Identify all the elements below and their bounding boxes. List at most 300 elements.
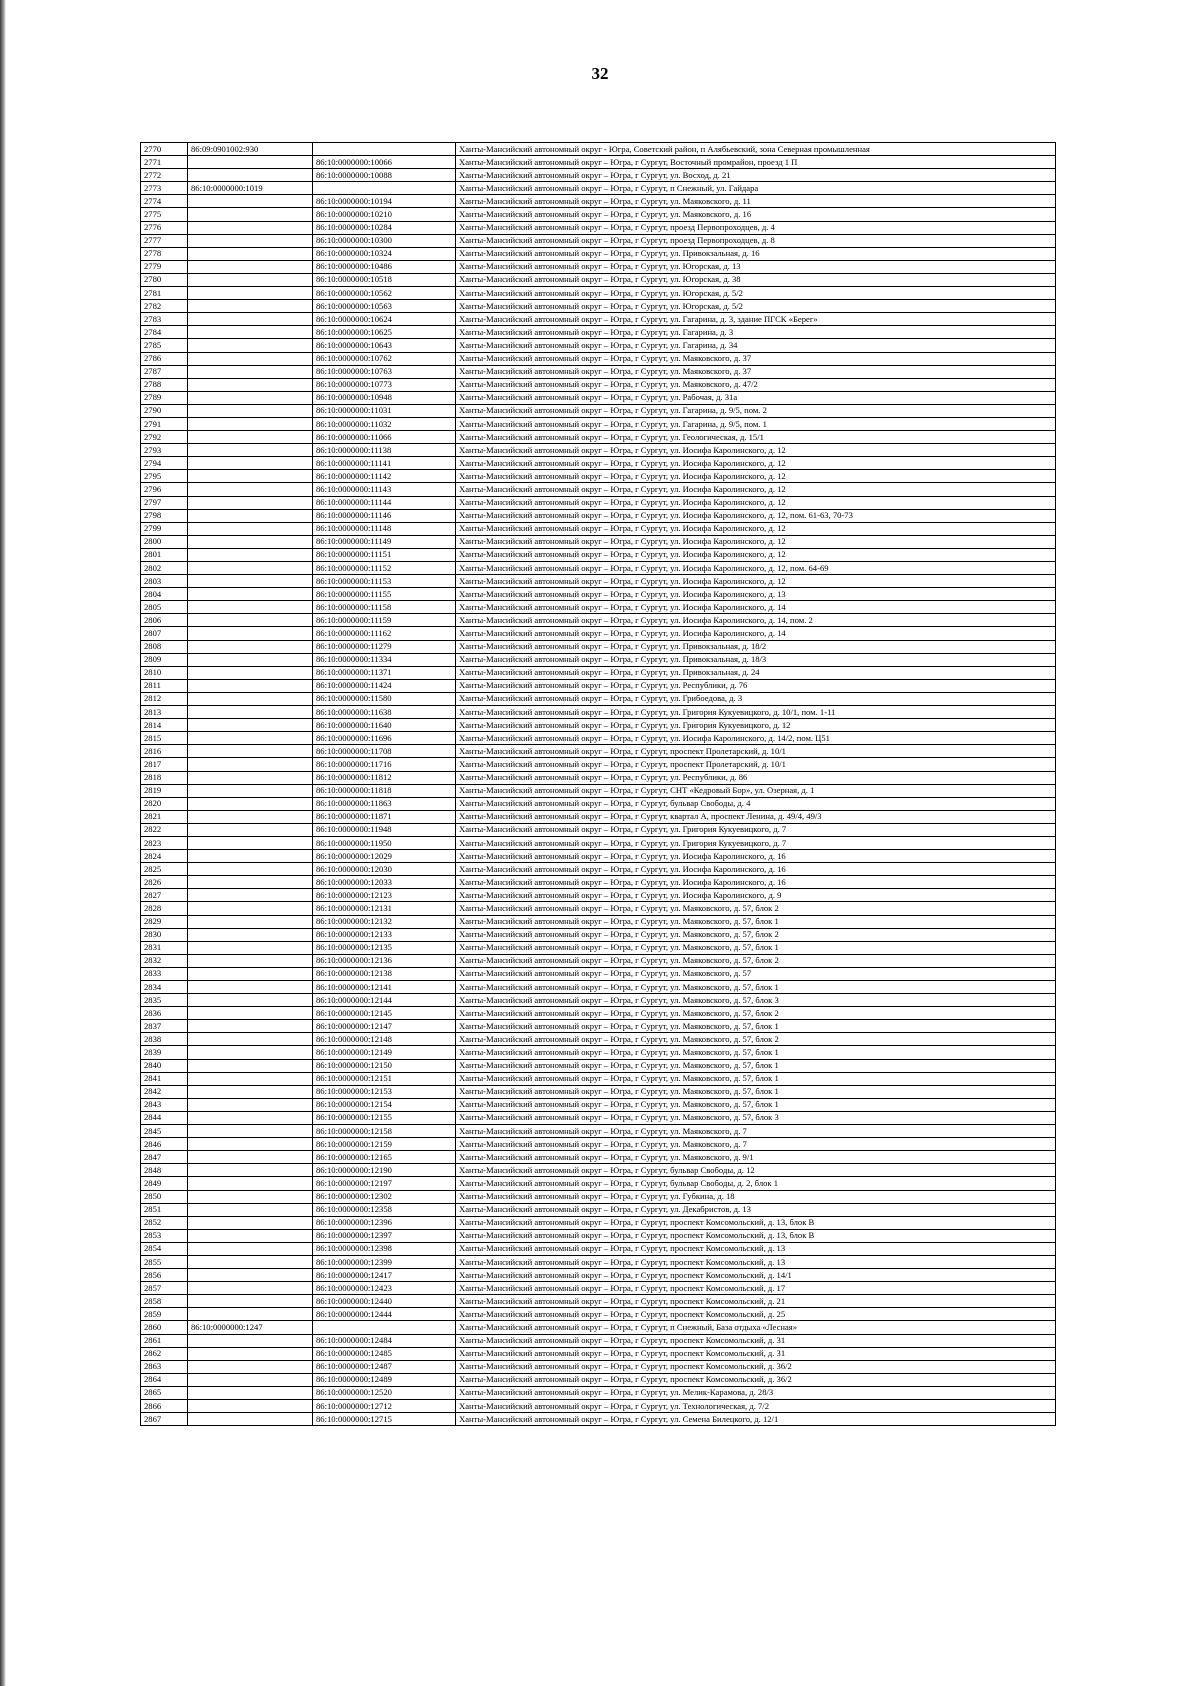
table-row — [141, 457, 1056, 470]
address-cell: Ханты-Мансийский автономный округ – Югра, г Сургут, ул. Маяковского, д. 9/1 — [456, 1151, 1056, 1164]
row-number-cell: 2849 — [141, 1177, 188, 1190]
row-number-cell: 2823 — [141, 836, 188, 849]
building-cadastral-number-cell: 86:10:0000000:10948 — [313, 391, 456, 404]
address-cell: Ханты-Мансийский автономный округ – Югра, г Сургут, ул. Югорская, д. 38 — [456, 273, 1056, 286]
building-cadastral-number-cell: 86:10:0000000:11031 — [313, 404, 456, 417]
building-cadastral-number-cell: 86:10:0000000:11279 — [313, 640, 456, 653]
land-cadastral-number-cell — [188, 954, 313, 967]
row-number-cell: 2783 — [141, 313, 188, 326]
building-cadastral-number-cell: 86:10:0000000:12440 — [313, 1295, 456, 1308]
land-cadastral-number-cell — [188, 562, 313, 575]
table-row — [141, 1360, 1056, 1373]
building-cadastral-number-cell: 86:10:0000000:11151 — [313, 548, 456, 561]
building-cadastral-number-cell: 86:10:0000000:10324 — [313, 247, 456, 260]
land-cadastral-number-cell — [188, 679, 313, 692]
address-cell: Ханты-Мансийский автономный округ – Югра, г Сургут, проспект Комсомольский, д. 13, блок В — [456, 1229, 1056, 1242]
row-number-cell: 2847 — [141, 1151, 188, 1164]
land-cadastral-number-cell — [188, 588, 313, 601]
row-number-cell: 2857 — [141, 1282, 188, 1295]
row-number-cell: 2791 — [141, 417, 188, 430]
address-cell: Ханты-Мансийский автономный округ – Югра, г Сургут, ул. Гагарина, д. 9/5, пом. 1 — [456, 417, 1056, 430]
row-number-cell: 2829 — [141, 915, 188, 928]
address-cell: Ханты-Мансийский автономный округ – Югра, г Сургут, ул. Технологическая, д. 7/2 — [456, 1400, 1056, 1413]
table-row — [141, 1386, 1056, 1399]
table-row — [141, 797, 1056, 810]
land-cadastral-number-cell — [188, 1216, 313, 1229]
land-cadastral-number-cell — [188, 1203, 313, 1216]
table-row — [141, 784, 1056, 797]
address-cell: Ханты-Мансийский автономный округ – Югра, г Сургут, ул. Декабристов, д. 13 — [456, 1203, 1056, 1216]
land-cadastral-number-cell — [188, 300, 313, 313]
address-cell: Ханты-Мансийский автономный округ – Югра, г Сургут, проезд Первопроходцев, д. 4 — [456, 221, 1056, 234]
building-cadastral-number-cell: 86:10:0000000:12145 — [313, 1007, 456, 1020]
building-cadastral-number-cell: 86:10:0000000:12399 — [313, 1255, 456, 1268]
row-number-cell: 2775 — [141, 208, 188, 221]
building-cadastral-number-cell: 86:10:0000000:12715 — [313, 1413, 456, 1426]
row-number-cell: 2809 — [141, 653, 188, 666]
row-number-cell: 2786 — [141, 352, 188, 365]
table-row — [141, 156, 1056, 169]
table-row — [141, 391, 1056, 404]
address-cell: Ханты-Мансийский автономный округ – Югра, г Сургут, ул. Иосифа Каролинского, д. 16 — [456, 876, 1056, 889]
row-number-cell: 2802 — [141, 562, 188, 575]
address-cell: Ханты-Мансийский автономный округ – Югра, г Сургут, ул. Грибоедова, д. 3 — [456, 692, 1056, 705]
land-cadastral-number-cell — [188, 575, 313, 588]
building-cadastral-number-cell: 86:10:0000000:12158 — [313, 1125, 456, 1138]
land-cadastral-number-cell: 86:09:0901002:930 — [188, 143, 313, 156]
building-cadastral-number-cell: 86:10:0000000:12396 — [313, 1216, 456, 1229]
land-cadastral-number-cell — [188, 1072, 313, 1085]
address-cell: Ханты-Мансийский автономный округ – Югра, г Сургут, ул. Семена Билецкого, д. 12/1 — [456, 1413, 1056, 1426]
address-cell: Ханты-Мансийский автономный округ – Югра, г Сургут, ул. Маяковского, д. 16 — [456, 208, 1056, 221]
building-cadastral-number-cell: 86:10:0000000:10088 — [313, 169, 456, 182]
address-cell: Ханты-Мансийский автономный округ – Югра, г Сургут, ул. Маяковского, д. 57, блок 1 — [456, 981, 1056, 994]
building-cadastral-number-cell: 86:10:0000000:12165 — [313, 1151, 456, 1164]
building-cadastral-number-cell: 86:10:0000000:11153 — [313, 575, 456, 588]
table-row — [141, 522, 1056, 535]
row-number-cell: 2782 — [141, 300, 188, 313]
row-number-cell: 2850 — [141, 1190, 188, 1203]
building-cadastral-number-cell: 86:10:0000000:11871 — [313, 810, 456, 823]
table-row — [141, 1020, 1056, 1033]
row-number-cell: 2866 — [141, 1400, 188, 1413]
address-cell: Ханты-Мансийский автономный округ – Югра, г Сургут, проспект Комсомольский, д. 25 — [456, 1308, 1056, 1321]
building-cadastral-number-cell: 86:10:0000000:10763 — [313, 365, 456, 378]
building-cadastral-number-cell: 86:10:0000000:12141 — [313, 981, 456, 994]
table-row — [141, 247, 1056, 260]
building-cadastral-number-cell: 86:10:0000000:11638 — [313, 706, 456, 719]
land-cadastral-number-cell — [188, 1282, 313, 1295]
land-cadastral-number-cell — [188, 732, 313, 745]
row-number-cell: 2817 — [141, 758, 188, 771]
table-row — [141, 732, 1056, 745]
address-cell: Ханты-Мансийский автономный округ – Югра, г Сургут, ул. Маяковского, д. 57 — [456, 967, 1056, 980]
row-number-cell: 2778 — [141, 247, 188, 260]
address-cell: Ханты-Мансийский автономный округ – Югра, г Сургут, ул. Иосифа Каролинского, д. 12 — [456, 496, 1056, 509]
address-cell: Ханты-Мансийский автономный округ – Югра, г Сургут, ул. Привокзальная, д. 24 — [456, 666, 1056, 679]
land-cadastral-number-cell — [188, 1334, 313, 1347]
building-cadastral-number-cell: 86:10:0000000:10563 — [313, 300, 456, 313]
row-number-cell: 2862 — [141, 1347, 188, 1360]
row-number-cell: 2852 — [141, 1216, 188, 1229]
building-cadastral-number-cell: 86:10:0000000:12033 — [313, 876, 456, 889]
table-row — [141, 810, 1056, 823]
address-cell: Ханты-Мансийский автономный округ – Югра, г Сургут, бульвар Свободы, д. 2, блок 1 — [456, 1177, 1056, 1190]
land-cadastral-number-cell — [188, 496, 313, 509]
building-cadastral-number-cell: 86:10:0000000:11640 — [313, 719, 456, 732]
building-cadastral-number-cell: 86:10:0000000:12144 — [313, 994, 456, 1007]
land-cadastral-number-cell: 86:10:0000000:1247 — [188, 1321, 313, 1334]
address-cell: Ханты-Мансийский автономный округ – Югра, г Сургут, п Снежный, База отдыха «Лесная» — [456, 1321, 1056, 1334]
table-row — [141, 1242, 1056, 1255]
table-row — [141, 889, 1056, 902]
row-number-cell: 2853 — [141, 1229, 188, 1242]
table-row — [141, 666, 1056, 679]
building-cadastral-number-cell: 86:10:0000000:10284 — [313, 221, 456, 234]
row-number-cell: 2851 — [141, 1203, 188, 1216]
table-row — [141, 836, 1056, 849]
land-cadastral-number-cell — [188, 1007, 313, 1020]
table-row — [141, 601, 1056, 614]
table-row — [141, 326, 1056, 339]
building-cadastral-number-cell: 86:10:0000000:11142 — [313, 470, 456, 483]
building-cadastral-number-cell: 86:10:0000000:12136 — [313, 954, 456, 967]
land-cadastral-number-cell — [188, 1386, 313, 1399]
row-number-cell: 2806 — [141, 614, 188, 627]
table-row — [141, 417, 1056, 430]
address-cell: Ханты-Мансийский автономный округ – Югра, г Сургут, ул. Маяковского, д. 57, блок 2 — [456, 1033, 1056, 1046]
land-cadastral-number-cell — [188, 810, 313, 823]
building-cadastral-number-cell: 86:10:0000000:11144 — [313, 496, 456, 509]
address-cell: Ханты-Мансийский автономный округ – Югра, г Сургут, ул. Иосифа Каролинского, д. 16 — [456, 863, 1056, 876]
land-cadastral-number-cell — [188, 1138, 313, 1151]
address-cell: Ханты-Мансийский автономный округ – Югра, г Сургут, ул. Привокзальная, д. 18/2 — [456, 640, 1056, 653]
land-cadastral-number-cell — [188, 1125, 313, 1138]
building-cadastral-number-cell: 86:10:0000000:12030 — [313, 863, 456, 876]
table-row — [141, 1308, 1056, 1321]
address-cell: Ханты-Мансийский автономный округ – Югра, г Сургут, бульвар Свободы, д. 12 — [456, 1164, 1056, 1177]
land-cadastral-number-cell — [188, 758, 313, 771]
address-cell: Ханты-Мансийский автономный округ – Югра, г Сургут, ул. Иосифа Каролинского, д. 12 — [456, 483, 1056, 496]
building-cadastral-number-cell: 86:10:0000000:12489 — [313, 1373, 456, 1386]
address-cell: Ханты-Мансийский автономный округ – Югра, г Сургут, ул. Иосифа Каролинского, д. 14/2, пом. Ц51 — [456, 732, 1056, 745]
land-cadastral-number-cell — [188, 1295, 313, 1308]
address-cell: Ханты-Мансийский автономный округ – Югра, г Сургут, ул. Маяковского, д. 57, блок 1 — [456, 1020, 1056, 1033]
address-cell: Ханты-Мансийский автономный округ – Югра, г Сургут, ул. Иосифа Каролинского, д. 12 — [456, 575, 1056, 588]
address-cell: Ханты-Мансийский автономный округ – Югра, г Сургут, проспект Комсомольский, д. 21 — [456, 1295, 1056, 1308]
land-cadastral-number-cell — [188, 876, 313, 889]
building-cadastral-number-cell: 86:10:0000000:11143 — [313, 483, 456, 496]
address-cell: Ханты-Мансийский автономный округ – Югра, г Сургут, проспект Комсомольский, д. 17 — [456, 1282, 1056, 1295]
row-number-cell: 2776 — [141, 221, 188, 234]
row-number-cell: 2796 — [141, 483, 188, 496]
table-row — [141, 719, 1056, 732]
land-cadastral-number-cell — [188, 365, 313, 378]
row-number-cell: 2781 — [141, 287, 188, 300]
row-number-cell: 2787 — [141, 365, 188, 378]
land-cadastral-number-cell — [188, 784, 313, 797]
address-cell: Ханты-Мансийский автономный округ – Югра, г Сургут, ул. Югорская, д. 5/2 — [456, 300, 1056, 313]
table-row — [141, 313, 1056, 326]
row-number-cell: 2803 — [141, 575, 188, 588]
land-cadastral-number-cell — [188, 640, 313, 653]
table-row — [141, 260, 1056, 273]
row-number-cell: 2865 — [141, 1386, 188, 1399]
row-number-cell: 2860 — [141, 1321, 188, 1334]
row-number-cell: 2800 — [141, 535, 188, 548]
table-row — [141, 1138, 1056, 1151]
address-cell: Ханты-Мансийский автономный округ – Югра, г Сургут, ул. Геологическая, д. 15/1 — [456, 431, 1056, 444]
table-row — [141, 548, 1056, 561]
row-number-cell: 2815 — [141, 732, 188, 745]
address-cell: Ханты-Мансийский автономный округ – Югра, г Сургут, ул. Республики, д. 86 — [456, 771, 1056, 784]
row-number-cell: 2816 — [141, 745, 188, 758]
address-cell: Ханты-Мансийский автономный округ – Югра, г Сургут, ул. Маяковского, д. 7 — [456, 1125, 1056, 1138]
building-cadastral-number-cell: 86:10:0000000:11424 — [313, 679, 456, 692]
row-number-cell: 2779 — [141, 260, 188, 273]
land-cadastral-number-cell — [188, 706, 313, 719]
building-cadastral-number-cell: 86:10:0000000:11162 — [313, 627, 456, 640]
building-cadastral-number-cell: 86:10:0000000:12149 — [313, 1046, 456, 1059]
table-row — [141, 1400, 1056, 1413]
row-number-cell: 2841 — [141, 1072, 188, 1085]
building-cadastral-number-cell: 86:10:0000000:12190 — [313, 1164, 456, 1177]
building-cadastral-number-cell: 86:10:0000000:11580 — [313, 692, 456, 705]
table-row — [141, 365, 1056, 378]
row-number-cell: 2789 — [141, 391, 188, 404]
address-cell: Ханты-Мансийский автономный округ – Югра, г Сургут, проспект Пролетарский, д. 10/1 — [456, 758, 1056, 771]
building-cadastral-number-cell: 86:10:0000000:12123 — [313, 889, 456, 902]
address-cell: Ханты-Мансийский автономный округ – Югра, г Сургут, ул. Иосифа Каролинского, д. 13 — [456, 588, 1056, 601]
building-cadastral-number-cell: 86:10:0000000:11152 — [313, 562, 456, 575]
table-row — [141, 850, 1056, 863]
building-cadastral-number-cell: 86:10:0000000:11146 — [313, 509, 456, 522]
address-cell: Ханты-Мансийский автономный округ – Югра, г Сургут, ул. Иосифа Каролинского, д. 12 — [456, 535, 1056, 548]
table-row — [141, 273, 1056, 286]
table-row — [141, 1216, 1056, 1229]
building-cadastral-number-cell: 86:10:0000000:11950 — [313, 836, 456, 849]
table-row — [141, 1072, 1056, 1085]
building-cadastral-number-cell: 86:10:0000000:10194 — [313, 195, 456, 208]
land-cadastral-number-cell — [188, 719, 313, 732]
land-cadastral-number-cell — [188, 404, 313, 417]
row-number-cell: 2788 — [141, 378, 188, 391]
row-number-cell: 2856 — [141, 1269, 188, 1282]
address-cell: Ханты-Мансийский автономный округ – Югра, г Сургут, проспект Комсомольский, д. 36/2 — [456, 1360, 1056, 1373]
table-row — [141, 863, 1056, 876]
land-cadastral-number-cell — [188, 391, 313, 404]
address-cell: Ханты-Мансийский автономный округ - Югра, Советский район, п Алябьевский, зона Северная промышленная — [456, 143, 1056, 156]
address-cell: Ханты-Мансийский автономный округ – Югра, г Сургут, ул. Маяковского, д. 47/2 — [456, 378, 1056, 391]
building-cadastral-number-cell: 86:10:0000000:11032 — [313, 417, 456, 430]
address-cell: Ханты-Мансийский автономный округ – Югра, г Сургут, ул. Привокзальная, д. 16 — [456, 247, 1056, 260]
row-number-cell: 2784 — [141, 326, 188, 339]
land-cadastral-number-cell — [188, 1085, 313, 1098]
row-number-cell: 2848 — [141, 1164, 188, 1177]
land-cadastral-number-cell — [188, 535, 313, 548]
row-number-cell: 2790 — [141, 404, 188, 417]
table-row — [141, 1098, 1056, 1111]
building-cadastral-number-cell: 86:10:0000000:12302 — [313, 1190, 456, 1203]
row-number-cell: 2818 — [141, 771, 188, 784]
address-cell: Ханты-Мансийский автономный округ – Югра, г Сургут, ул. Иосифа Каролинского, д. 12 — [456, 457, 1056, 470]
address-cell: Ханты-Мансийский автономный округ – Югра, г Сургут, ул. Григория Кукуевицкого, д. 10/1, пом. 1-11 — [456, 706, 1056, 719]
row-number-cell: 2794 — [141, 457, 188, 470]
table-row — [141, 876, 1056, 889]
land-cadastral-number-cell — [188, 169, 313, 182]
table-row — [141, 1347, 1056, 1360]
land-cadastral-number-cell — [188, 247, 313, 260]
table-row — [141, 221, 1056, 234]
address-cell: Ханты-Мансийский автономный округ – Югра, г Сургут, ул. Иосифа Каролинского, д. 16 — [456, 850, 1056, 863]
table-row — [141, 1255, 1056, 1268]
building-cadastral-number-cell: 86:10:0000000:10624 — [313, 313, 456, 326]
address-cell: Ханты-Мансийский автономный округ – Югра, г Сургут, проспект Комсомольский, д. 36/2 — [456, 1373, 1056, 1386]
building-cadastral-number-cell: 86:10:0000000:12133 — [313, 928, 456, 941]
land-cadastral-number-cell — [188, 902, 313, 915]
land-cadastral-number-cell — [188, 928, 313, 941]
address-cell: Ханты-Мансийский автономный округ – Югра, г Сургут, проезд Первопроходцев, д. 8 — [456, 234, 1056, 247]
table-row — [141, 1164, 1056, 1177]
table-row — [141, 195, 1056, 208]
scan-edge — [0, 0, 6, 1686]
land-cadastral-number-cell — [188, 195, 313, 208]
address-cell: Ханты-Мансийский автономный округ – Югра, г Сургут, ул. Иосифа Каролинского, д. 12 — [456, 522, 1056, 535]
row-number-cell: 2792 — [141, 431, 188, 444]
address-cell: Ханты-Мансийский автономный округ – Югра, г Сургут, ул. Привокзальная, д. 18/3 — [456, 653, 1056, 666]
row-number-cell: 2805 — [141, 601, 188, 614]
land-cadastral-number-cell — [188, 234, 313, 247]
row-number-cell: 2837 — [141, 1020, 188, 1033]
land-cadastral-number-cell — [188, 470, 313, 483]
building-cadastral-number-cell: 86:10:0000000:12147 — [313, 1020, 456, 1033]
building-cadastral-number-cell: 86:10:0000000:11334 — [313, 653, 456, 666]
land-cadastral-number-cell — [188, 1242, 313, 1255]
address-cell: Ханты-Мансийский автономный округ – Югра, г Сургут, ул. Гагарина, д. 34 — [456, 339, 1056, 352]
building-cadastral-number-cell: 86:10:0000000:11708 — [313, 745, 456, 758]
address-cell: Ханты-Мансийский автономный округ – Югра, г Сургут, ул. Гагарина, д. 3 — [456, 326, 1056, 339]
land-cadastral-number-cell — [188, 1164, 313, 1177]
table-row — [141, 1203, 1056, 1216]
row-number-cell: 2842 — [141, 1085, 188, 1098]
row-number-cell: 2827 — [141, 889, 188, 902]
land-cadastral-number-cell — [188, 1046, 313, 1059]
address-cell: Ханты-Мансийский автономный округ – Югра, г Сургут, ул. Маяковского, д. 57, блок 2 — [456, 902, 1056, 915]
land-cadastral-number-cell — [188, 614, 313, 627]
table-row — [141, 692, 1056, 705]
address-cell: Ханты-Мансийский автономный округ – Югра, г Сургут, ул. Гагарина, д. 3, здание ПГСК «Берег» — [456, 313, 1056, 326]
land-cadastral-number-cell — [188, 326, 313, 339]
building-cadastral-number-cell: 86:10:0000000:10300 — [313, 234, 456, 247]
table-row — [141, 470, 1056, 483]
land-cadastral-number-cell — [188, 352, 313, 365]
address-cell: Ханты-Мансийский автономный округ – Югра, г Сургут, ул. Маяковского, д. 57, блок 2 — [456, 928, 1056, 941]
land-cadastral-number-cell — [188, 1413, 313, 1426]
building-cadastral-number-cell: 86:10:0000000:11716 — [313, 758, 456, 771]
land-cadastral-number-cell — [188, 627, 313, 640]
building-cadastral-number-cell: 86:10:0000000:12398 — [313, 1242, 456, 1255]
row-number-cell: 2826 — [141, 876, 188, 889]
land-cadastral-number-cell — [188, 483, 313, 496]
land-cadastral-number-cell — [188, 444, 313, 457]
table-row — [141, 954, 1056, 967]
row-number-cell: 2858 — [141, 1295, 188, 1308]
land-cadastral-number-cell — [188, 1190, 313, 1203]
building-cadastral-number-cell: 86:10:0000000:12155 — [313, 1111, 456, 1124]
table-row — [141, 1151, 1056, 1164]
building-cadastral-number-cell: 86:10:0000000:11818 — [313, 784, 456, 797]
address-cell: Ханты-Мансийский автономный округ – Югра, г Сургут, ул. Рабочая, д. 31а — [456, 391, 1056, 404]
address-cell: Ханты-Мансийский автономный округ – Югра, г Сургут, СНТ «Кедровый Бор», ул. Озерная, д. 1 — [456, 784, 1056, 797]
row-number-cell: 2835 — [141, 994, 188, 1007]
table-row — [141, 169, 1056, 182]
row-number-cell: 2859 — [141, 1308, 188, 1321]
row-number-cell: 2844 — [141, 1111, 188, 1124]
building-cadastral-number-cell: 86:10:0000000:12132 — [313, 915, 456, 928]
registry-table — [140, 142, 1056, 1426]
address-cell: Ханты-Мансийский автономный округ – Югра, г Сургут, проспект Комсомольский, д. 31 — [456, 1347, 1056, 1360]
row-number-cell: 2811 — [141, 679, 188, 692]
building-cadastral-number-cell: 86:10:0000000:10562 — [313, 287, 456, 300]
building-cadastral-number-cell: 86:10:0000000:12712 — [313, 1400, 456, 1413]
building-cadastral-number-cell: 86:10:0000000:10066 — [313, 156, 456, 169]
registry-table-body — [141, 143, 1056, 1426]
address-cell: Ханты-Мансийский автономный округ – Югра, г Сургут, ул. Маяковского, д. 57, блок 1 — [456, 1085, 1056, 1098]
row-number-cell: 2772 — [141, 169, 188, 182]
address-cell: Ханты-Мансийский автономный округ – Югра, г Сургут, ул. Маяковского, д. 37 — [456, 365, 1056, 378]
row-number-cell: 2855 — [141, 1255, 188, 1268]
building-cadastral-number-cell: 86:10:0000000:11371 — [313, 666, 456, 679]
table-row — [141, 1059, 1056, 1072]
row-number-cell: 2843 — [141, 1098, 188, 1111]
building-cadastral-number-cell: 86:10:0000000:11948 — [313, 823, 456, 836]
table-row — [141, 588, 1056, 601]
building-cadastral-number-cell: 86:10:0000000:10625 — [313, 326, 456, 339]
row-number-cell: 2832 — [141, 954, 188, 967]
row-number-cell: 2867 — [141, 1413, 188, 1426]
row-number-cell: 2812 — [141, 692, 188, 705]
page-number: 32 — [591, 64, 609, 83]
address-cell: Ханты-Мансийский автономный округ – Югра, г Сургут, ул. Мелик-Карамова, д. 28/3 — [456, 1386, 1056, 1399]
building-cadastral-number-cell: 86:10:0000000:10518 — [313, 273, 456, 286]
row-number-cell: 2838 — [141, 1033, 188, 1046]
row-number-cell: 2814 — [141, 719, 188, 732]
row-number-cell: 2797 — [141, 496, 188, 509]
row-number-cell: 2864 — [141, 1373, 188, 1386]
table-row — [141, 378, 1056, 391]
address-cell: Ханты-Мансийский автономный округ – Югра, г Сургут, ул. Маяковского, д. 57, блок 1 — [456, 1072, 1056, 1085]
land-cadastral-number-cell — [188, 915, 313, 928]
land-cadastral-number-cell — [188, 1229, 313, 1242]
building-cadastral-number-cell: 86:10:0000000:10210 — [313, 208, 456, 221]
table-row — [141, 575, 1056, 588]
table-row — [141, 1111, 1056, 1124]
address-cell: Ханты-Мансийский автономный округ – Югра, г Сургут, ул. Иосифа Каролинского, д. 12 — [456, 444, 1056, 457]
row-number-cell: 2828 — [141, 902, 188, 915]
building-cadastral-number-cell: 86:10:0000000:12417 — [313, 1269, 456, 1282]
table-row — [141, 902, 1056, 915]
land-cadastral-number-cell — [188, 1255, 313, 1268]
building-cadastral-number-cell: 86:10:0000000:12138 — [313, 967, 456, 980]
row-number-cell: 2839 — [141, 1046, 188, 1059]
address-cell: Ханты-Мансийский автономный округ – Югра, г Сургут, ул. Маяковского, д. 7 — [456, 1138, 1056, 1151]
address-cell: Ханты-Мансийский автономный округ – Югра, г Сургут, ул. Маяковского, д. 11 — [456, 195, 1056, 208]
row-number-cell: 2824 — [141, 850, 188, 863]
building-cadastral-number-cell: 86:10:0000000:12135 — [313, 941, 456, 954]
land-cadastral-number-cell — [188, 457, 313, 470]
row-number-cell: 2773 — [141, 182, 188, 195]
row-number-cell: 2777 — [141, 234, 188, 247]
